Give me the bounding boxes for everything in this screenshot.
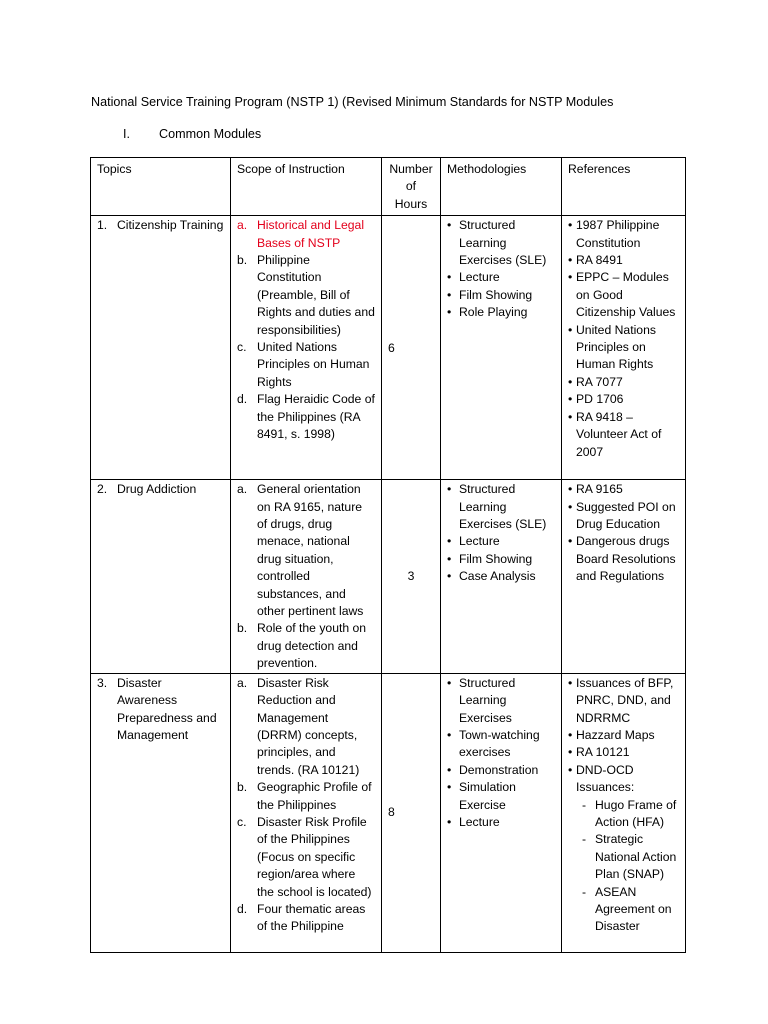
reference-item: [568, 675, 679, 727]
reference-text: [576, 675, 679, 727]
reference-label: PD 1706: [576, 392, 624, 407]
methodology-item: [447, 779, 555, 814]
references-cell: [562, 216, 686, 480]
reference-item: [568, 744, 679, 761]
references-cell: [562, 673, 686, 952]
bullet-icon: •: [568, 253, 573, 268]
bullet-icon: •: [447, 218, 452, 233]
methodology-item: [447, 727, 555, 762]
reference-label: Issuances of BFP, PNRC, DND, and NDRRMC: [576, 675, 674, 725]
methodology-text: Film Showing: [459, 287, 533, 302]
scope-text: Historical and Legal Bases of NSTP: [257, 218, 365, 250]
reference-text: [576, 727, 679, 744]
bullet-icon: •: [568, 392, 573, 407]
methodologies-cell: [441, 480, 562, 673]
methodology-item: [447, 269, 555, 286]
scope-text: Disaster Risk Reduction and Management (DRRM) concepts, principles, and trends. (RA 10121): [257, 675, 360, 777]
bullet-icon: •: [447, 814, 452, 829]
bullet-icon: •: [447, 762, 452, 777]
scope-marker: d.: [237, 901, 248, 916]
reference-item: [568, 269, 679, 321]
dash-icon: -: [582, 797, 587, 812]
scope-text: General orientation on RA 9165, nature of drugs, drug menace, national drug situation, controlled substances, and other pertinent laws: [257, 482, 364, 619]
scope-item: [237, 217, 375, 252]
header-references: References: [562, 158, 686, 216]
bullet-icon: •: [568, 745, 573, 760]
scope-item: [237, 675, 375, 779]
reference-text: [576, 409, 679, 461]
scope-text: Flag Heraidic Code of the Philippines (RA 8491, s. 1998): [257, 392, 375, 442]
scope-cell: [231, 673, 382, 952]
reference-item: [568, 481, 679, 498]
reference-sub-item: [576, 884, 679, 936]
reference-item: [568, 727, 679, 744]
methodology-text: Structured Learning Exercises: [459, 675, 516, 725]
scope-text: Four thematic areas of the Philippine: [257, 901, 366, 934]
topic-cell: [91, 673, 231, 952]
references-cell: [562, 480, 686, 673]
bullet-icon: •: [447, 305, 452, 320]
table-header-row: [91, 158, 686, 216]
reference-text: [576, 533, 679, 585]
hours-cell: 3: [382, 480, 441, 673]
scope-marker: b.: [237, 253, 248, 268]
methodology-item: [447, 304, 555, 321]
reference-label: Suggested POI on Drug Education: [576, 499, 676, 532]
reference-item: [568, 217, 679, 252]
bullet-icon: •: [568, 482, 573, 497]
bullet-icon: •: [447, 270, 452, 285]
dash-icon: -: [582, 884, 587, 899]
bullet-icon: •: [447, 482, 452, 497]
header-hours: Number of Hours: [382, 158, 441, 216]
bullet-icon: •: [568, 499, 573, 514]
scope-item: [237, 339, 375, 391]
table-row: [91, 480, 686, 673]
header-methodologies: Methodologies: [441, 158, 562, 216]
methodology-text: Film Showing: [459, 551, 533, 566]
methodology-item: [447, 217, 555, 269]
reference-label: RA 7077: [576, 374, 623, 389]
reference-label: 1987 Philippine Constitution: [576, 218, 660, 250]
scope-marker: a.: [237, 675, 248, 690]
methodology-item: [447, 481, 555, 533]
bullet-icon: •: [568, 409, 573, 424]
methodology-item: [447, 533, 555, 550]
reference-item: [568, 322, 679, 374]
bullet-icon: •: [447, 675, 452, 690]
header-scope: Scope of Instruction: [231, 158, 382, 216]
methodology-text: Role Playing: [459, 305, 528, 320]
reference-label: DND-OCD Issuances:: [576, 762, 635, 795]
hours-cell: 6: [382, 216, 441, 480]
reference-item: [568, 762, 679, 936]
methodology-text: Simulation Exercise: [459, 780, 516, 812]
reference-label: RA 10121: [576, 745, 630, 760]
hours-cell: 8: [382, 673, 441, 952]
bullet-icon: •: [568, 727, 573, 742]
reference-label: Dangerous drugs Board Resolutions and Regulations: [576, 534, 676, 584]
scope-text: Philippine Constitution (Preamble, Bill of Rights and duties and responsibilities): [257, 253, 375, 337]
methodology-text: Structured Learning Exercises (SLE): [459, 218, 547, 268]
reference-text: [576, 744, 679, 761]
reference-label: RA 8491: [576, 253, 623, 268]
section-number: I.: [123, 127, 130, 141]
scope-cell: [231, 216, 382, 480]
scope-marker: b.: [237, 780, 248, 795]
scope-item: [237, 252, 375, 339]
scope-marker: b.: [237, 621, 248, 636]
reference-text: [576, 391, 679, 408]
methodology-text: Lecture: [459, 814, 500, 829]
scope-item: [237, 481, 375, 620]
scope-item: [237, 620, 375, 672]
bullet-icon: •: [568, 218, 573, 233]
reference-sub-text: Strategic National Action Plan (SNAP): [595, 832, 677, 882]
reference-item: [568, 499, 679, 534]
reference-item: [568, 391, 679, 408]
reference-text: [576, 322, 679, 374]
reference-label: Hazzard Maps: [576, 727, 655, 742]
methodologies-cell: [441, 673, 562, 952]
methodology-text: Demonstration: [459, 762, 539, 777]
scope-cell: [231, 480, 382, 673]
methodology-text: Lecture: [459, 270, 500, 285]
topic-item: [97, 217, 224, 234]
topic-number: 1.: [97, 218, 108, 233]
reference-text: [576, 252, 679, 269]
bullet-icon: •: [447, 727, 452, 742]
header-topics: Topics: [91, 158, 231, 216]
methodology-item: [447, 814, 555, 831]
bullet-icon: •: [568, 534, 573, 549]
reference-sub-item: [576, 831, 679, 883]
methodology-item: [447, 675, 555, 727]
section-name: Common Modules: [159, 127, 262, 141]
bullet-icon: •: [447, 534, 452, 549]
methodologies-cell: [441, 216, 562, 480]
reference-sub-item: [576, 797, 679, 832]
table-row: [91, 673, 686, 952]
scope-text: Geographic Profile of the Philippines: [257, 780, 372, 812]
topic-label: Drug Addiction: [117, 482, 197, 497]
reference-text: [576, 762, 679, 936]
topic-number: 2.: [97, 482, 108, 497]
methodology-text: Structured Learning Exercises (SLE): [459, 482, 547, 532]
dash-icon: -: [582, 832, 587, 847]
scope-item: [237, 391, 375, 443]
reference-label: RA 9418 – Volunteer Act of 2007: [576, 409, 662, 459]
reference-text: [576, 499, 679, 534]
bullet-icon: •: [447, 780, 452, 795]
reference-item: [568, 409, 679, 461]
bullet-icon: •: [568, 270, 573, 285]
methodology-item: [447, 568, 555, 585]
scope-marker: c.: [237, 340, 247, 355]
topic-cell: [91, 480, 231, 673]
topic-item: [97, 675, 224, 745]
methodology-text: Lecture: [459, 534, 500, 549]
reference-label: RA 9165: [576, 482, 623, 497]
scope-text: Disaster Risk Profile of the Philippines (Focus on specific region/area where the school is located): [257, 814, 372, 899]
reference-text: [576, 217, 679, 252]
scope-item: [237, 779, 375, 814]
scope-text: United Nations Principles on Human Rights: [257, 340, 370, 389]
methodology-text: Town-watching exercises: [459, 727, 540, 760]
reference-item: [568, 252, 679, 269]
reference-text: [576, 374, 679, 391]
bullet-icon: •: [568, 374, 573, 389]
scope-marker: d.: [237, 392, 248, 407]
methodology-item: [447, 762, 555, 779]
bullet-icon: •: [568, 322, 573, 337]
bullet-icon: •: [568, 762, 573, 777]
reference-item: [568, 374, 679, 391]
bullet-icon: •: [447, 551, 452, 566]
bullet-icon: •: [568, 675, 573, 690]
topic-label: Disaster Awareness Preparedness and Management: [117, 675, 217, 742]
reference-item: [568, 533, 679, 585]
reference-label: United Nations Principles on Human Rights: [576, 322, 656, 372]
methodology-text: Case Analysis: [459, 569, 536, 584]
reference-label: EPPC – Modules on Good Citizenship Values: [576, 270, 676, 320]
reference-sub-text: Hugo Frame of Action (HFA): [595, 797, 677, 829]
reference-text: [576, 481, 679, 498]
scope-marker: a.: [237, 218, 248, 233]
scope-item: [237, 901, 375, 936]
table-row: [91, 216, 686, 480]
reference-sub-text: ASEAN Agreement on Disaster: [595, 884, 672, 934]
scope-text: Role of the youth on drug detection and prevention.: [257, 621, 367, 671]
topic-number: 3.: [97, 675, 108, 690]
scope-marker: c.: [237, 814, 247, 829]
scope-marker: a.: [237, 482, 248, 497]
document-title: National Service Training Program (NSTP 1) (Revised Minimum Standards for NSTP Modules: [91, 95, 614, 109]
table-body: [91, 216, 686, 952]
topic-label: Citizenship Training: [117, 218, 224, 233]
modules-table: [90, 157, 686, 953]
topic-cell: [91, 216, 231, 480]
topic-item: [97, 481, 224, 498]
scope-item: [237, 814, 375, 901]
methodology-item: [447, 551, 555, 568]
bullet-icon: •: [447, 569, 452, 584]
reference-text: [576, 269, 679, 321]
methodology-item: [447, 287, 555, 304]
bullet-icon: •: [447, 287, 452, 302]
